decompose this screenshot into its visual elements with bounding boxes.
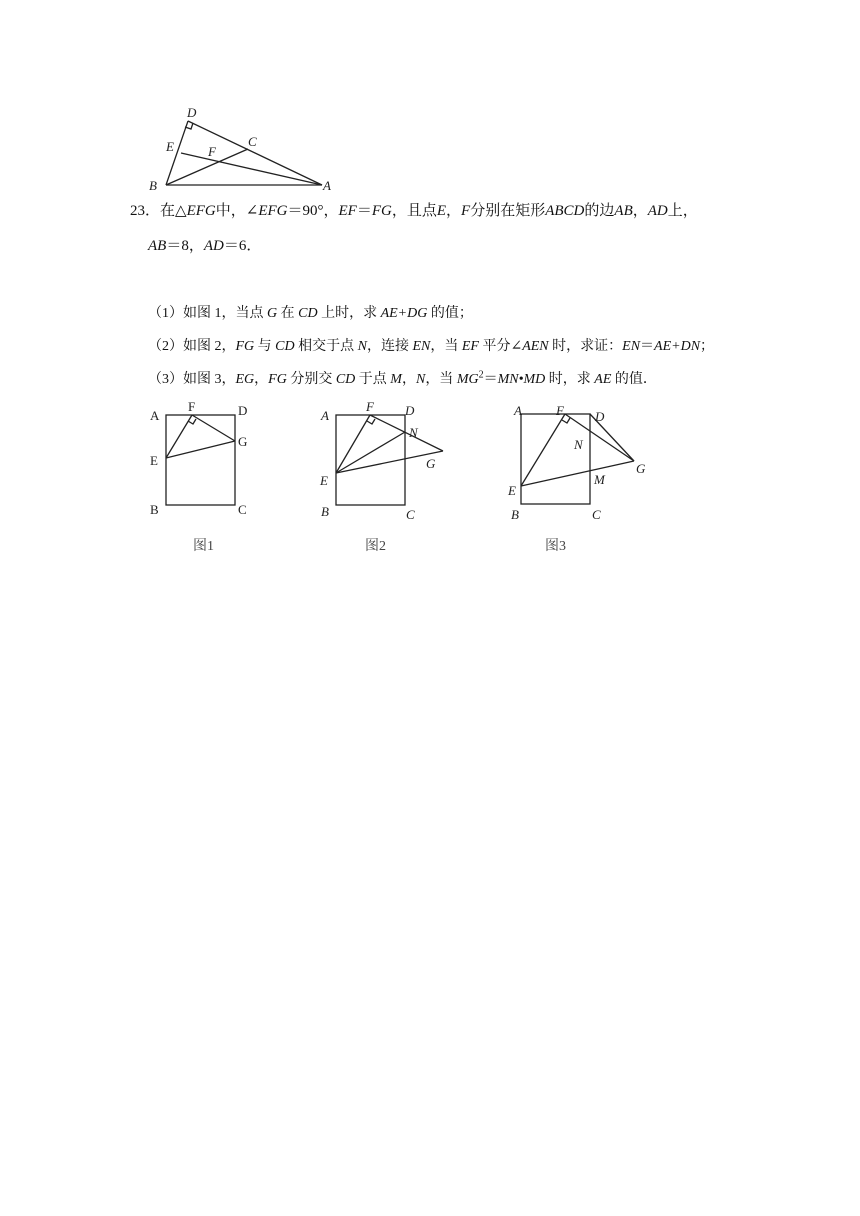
segment-BC	[166, 149, 248, 185]
segment-EG-1	[166, 441, 235, 458]
label-E: E	[166, 139, 174, 154]
rect-ABCD-2	[336, 415, 405, 505]
label-M-3: M	[594, 472, 605, 487]
rect-ABCD-3	[521, 414, 590, 504]
part-1: （1）如图 1，当点 G 在 CD 上时，求 AE+DG 的值；	[148, 306, 473, 321]
caption-fig1: 图1	[193, 539, 214, 554]
problem-line-2: AB＝8，AD＝6．	[148, 238, 262, 254]
caption-fig3: 图3	[545, 539, 566, 554]
label-G-1: G	[238, 434, 248, 449]
label-B: B	[149, 178, 157, 193]
label-A-3: A	[514, 403, 522, 418]
label-F: F	[208, 144, 216, 159]
top-triangle-figure	[0, 0, 860, 200]
right-angle-mark-2	[367, 419, 375, 424]
label-N-3: N	[574, 437, 583, 452]
figure-3	[507, 403, 646, 522]
label-C-2: C	[406, 507, 415, 522]
problem-line-1: 23．在△EFG中，∠EFG＝90°，EF＝FG，且点E，F分别在矩形ABCD的边AB，AD上，	[130, 203, 698, 219]
label-C: C	[248, 134, 257, 149]
label-D: D	[187, 105, 197, 120]
label-E-3: E	[508, 483, 516, 498]
label-N-2: N	[409, 425, 418, 440]
caption-fig2: 图2	[365, 539, 386, 554]
label-D-3: D	[595, 409, 605, 424]
label-D-1: D	[238, 403, 248, 418]
label-A: A	[323, 178, 331, 193]
right-angle-mark-3	[562, 418, 570, 423]
segment-EF-3	[521, 414, 565, 486]
label-C-3: C	[592, 507, 601, 522]
segment-EG-3	[521, 461, 634, 486]
rect-ABCD-1	[166, 415, 235, 505]
part-3: （3）如图 3，EG，FG 分别交 CD 于点 M，N，当 $MG^2=MN•MD$ 时，求 AE 的值．	[148, 369, 657, 387]
label-F-2: F	[366, 399, 374, 414]
figures-row	[0, 395, 860, 575]
segment-FG-1	[192, 415, 235, 441]
label-G-2: G	[426, 456, 436, 471]
label-F-3: F	[556, 403, 564, 418]
label-B-3: B	[511, 507, 519, 522]
label-B-2: B	[321, 504, 329, 519]
segment-EN-2	[336, 432, 405, 473]
part-2: （2）如图 2，FG 与 CD 相交于点 N，连接 EN，当 EF 平分∠AEN 时，求证：EN＝AE+DN；	[148, 339, 715, 354]
figure-2	[319, 399, 443, 522]
label-A-1: A	[150, 408, 160, 423]
label-G-3: G	[636, 461, 646, 476]
label-D-2: D	[405, 403, 415, 418]
label-E-1: E	[150, 453, 158, 468]
label-E-2: E	[320, 473, 328, 488]
segment-EF-2	[336, 415, 370, 473]
figure-1	[150, 399, 247, 517]
label-A-2: A	[321, 408, 329, 423]
label-B-1: B	[150, 502, 159, 517]
label-F-1: F	[188, 399, 196, 414]
label-C-1: C	[238, 502, 247, 517]
